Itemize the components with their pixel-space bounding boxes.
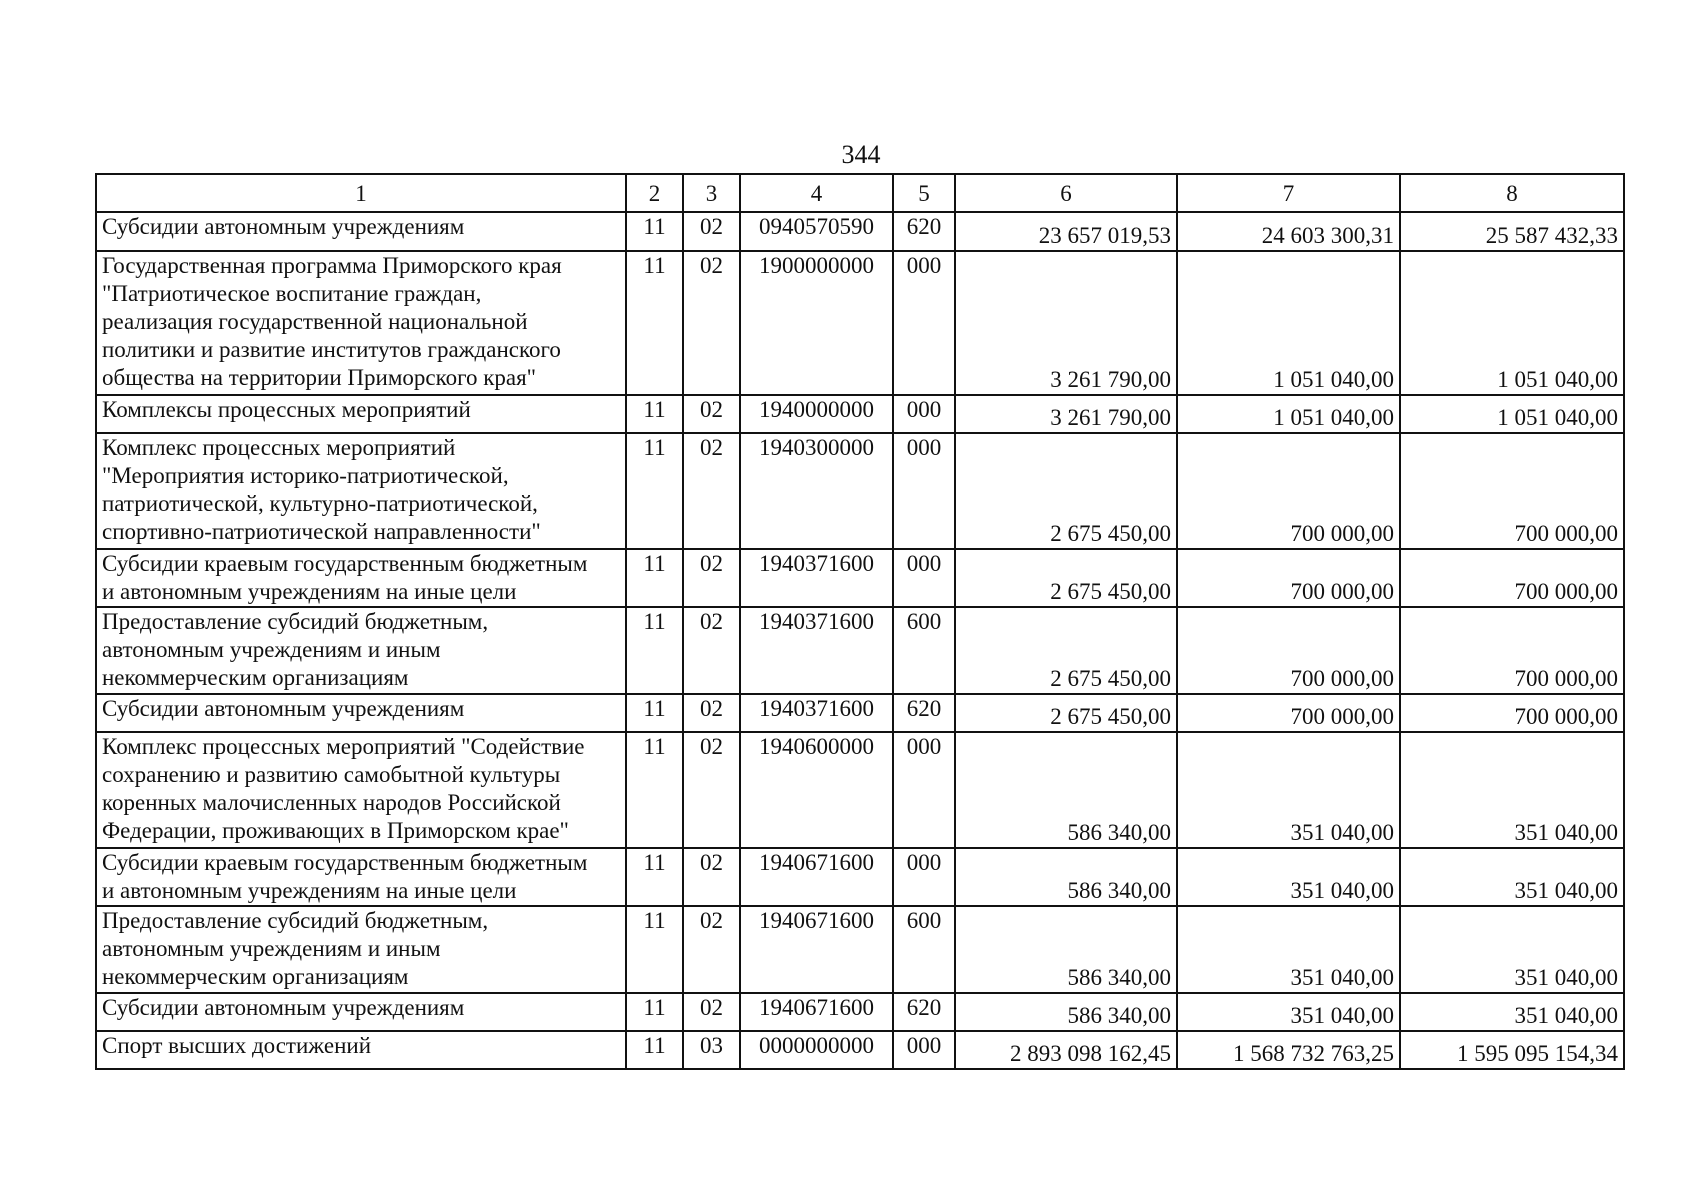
column-header: 1	[96, 174, 626, 212]
subsection-code: 02	[683, 906, 740, 993]
amount-year-1: 2 675 450,00	[955, 607, 1177, 694]
column-header: 4	[740, 174, 893, 212]
subsection-code: 02	[683, 433, 740, 549]
row-name: Предоставление субсидий бюджетным, автономным учреждениям и иным некоммерческим организациям	[96, 607, 626, 694]
subsection-code: 02	[683, 395, 740, 433]
section-code: 11	[626, 212, 683, 251]
row-name: Субсидии краевым государственным бюджетным и автономным учреждениям на иные цели	[96, 848, 626, 906]
table-row	[96, 251, 1624, 395]
amount-year-3: 1 051 040,00	[1400, 395, 1624, 433]
row-name: Комплекс процессных мероприятий "Содействие сохранению и развитию самобытной культуры коренных малочисленных народов Российской Федерации, проживающих в Приморском крае"	[96, 732, 626, 848]
row-name: Субсидии автономным учреждениям	[96, 212, 626, 251]
section-code: 11	[626, 1031, 683, 1069]
target-article-code: 1940671600	[740, 906, 893, 993]
column-header: 8	[1400, 174, 1624, 212]
column-header: 7	[1177, 174, 1400, 212]
expense-type-code: 000	[893, 395, 955, 433]
amount-year-1: 2 675 450,00	[955, 549, 1177, 607]
target-article-code: 1940671600	[740, 993, 893, 1031]
subsection-code: 02	[683, 549, 740, 607]
subsection-code: 02	[683, 607, 740, 694]
amount-year-1: 586 340,00	[955, 732, 1177, 848]
target-article-code: 1940300000	[740, 433, 893, 549]
table-row	[96, 694, 1624, 732]
amount-year-3: 1 595 095 154,34	[1400, 1031, 1624, 1069]
amount-year-1: 586 340,00	[955, 906, 1177, 993]
amount-year-2: 700 000,00	[1177, 549, 1400, 607]
row-name: Комплекс процессных мероприятий "Мероприятия историко-патриотической, патриотической, культурно-патриотической, спортивно-патриотической направленности"	[96, 433, 626, 549]
subsection-code: 03	[683, 1031, 740, 1069]
expense-type-code: 000	[893, 433, 955, 549]
amount-year-2: 351 040,00	[1177, 906, 1400, 993]
amount-year-3: 700 000,00	[1400, 607, 1624, 694]
amount-year-3: 700 000,00	[1400, 694, 1624, 732]
expense-type-code: 000	[893, 251, 955, 395]
table-row	[96, 848, 1624, 906]
expense-type-code: 000	[893, 732, 955, 848]
row-name: Предоставление субсидий бюджетным, автономным учреждениям и иным некоммерческим организациям	[96, 906, 626, 993]
subsection-code: 02	[683, 251, 740, 395]
section-code: 11	[626, 993, 683, 1031]
amount-year-1: 586 340,00	[955, 848, 1177, 906]
target-article-code: 1940600000	[740, 732, 893, 848]
amount-year-2: 351 040,00	[1177, 732, 1400, 848]
budget-table	[95, 173, 1625, 1070]
amount-year-3: 700 000,00	[1400, 433, 1624, 549]
expense-type-code: 600	[893, 906, 955, 993]
row-name: Спорт высших достижений	[96, 1031, 626, 1069]
table-row	[96, 906, 1624, 993]
section-code: 11	[626, 694, 683, 732]
section-code: 11	[626, 549, 683, 607]
target-article-code: 1940371600	[740, 607, 893, 694]
row-name: Государственная программа Приморского края "Патриотическое воспитание граждан, реализация государственной национальной политики и развитие институтов гражданского общества на территории Приморского края"	[96, 251, 626, 395]
column-header: 5	[893, 174, 955, 212]
target-article-code: 1940671600	[740, 848, 893, 906]
table-row	[96, 395, 1624, 433]
amount-year-1: 3 261 790,00	[955, 395, 1177, 433]
target-article-code: 1900000000	[740, 251, 893, 395]
subsection-code: 02	[683, 732, 740, 848]
target-article-code: 0000000000	[740, 1031, 893, 1069]
table-row	[96, 549, 1624, 607]
target-article-code: 1940371600	[740, 549, 893, 607]
subsection-code: 02	[683, 212, 740, 251]
amount-year-3: 351 040,00	[1400, 906, 1624, 993]
expense-type-code: 620	[893, 212, 955, 251]
amount-year-2: 700 000,00	[1177, 694, 1400, 732]
column-header: 2	[626, 174, 683, 212]
amount-year-2: 1 051 040,00	[1177, 251, 1400, 395]
row-name: Субсидии краевым государственным бюджетным и автономным учреждениям на иные цели	[96, 549, 626, 607]
column-header: 6	[955, 174, 1177, 212]
subsection-code: 02	[683, 694, 740, 732]
amount-year-1: 23 657 019,53	[955, 212, 1177, 251]
section-code: 11	[626, 732, 683, 848]
target-article-code: 1940000000	[740, 395, 893, 433]
section-code: 11	[626, 607, 683, 694]
table-row	[96, 212, 1624, 251]
table-row	[96, 1031, 1624, 1069]
row-name: Субсидии автономным учреждениям	[96, 694, 626, 732]
amount-year-2: 700 000,00	[1177, 607, 1400, 694]
amount-year-1: 586 340,00	[955, 993, 1177, 1031]
expense-type-code: 000	[893, 549, 955, 607]
amount-year-3: 351 040,00	[1400, 993, 1624, 1031]
row-name: Комплексы процессных мероприятий	[96, 395, 626, 433]
section-code: 11	[626, 848, 683, 906]
amount-year-3: 351 040,00	[1400, 732, 1624, 848]
page-number: 344	[841, 140, 881, 169]
expense-type-code: 600	[893, 607, 955, 694]
amount-year-1: 2 675 450,00	[955, 694, 1177, 732]
expense-type-code: 620	[893, 993, 955, 1031]
subsection-code: 02	[683, 993, 740, 1031]
target-article-code: 1940371600	[740, 694, 893, 732]
table-row	[96, 993, 1624, 1031]
section-code: 11	[626, 251, 683, 395]
target-article-code: 0940570590	[740, 212, 893, 251]
amount-year-2: 700 000,00	[1177, 433, 1400, 549]
amount-year-3: 1 051 040,00	[1400, 251, 1624, 395]
header-row	[96, 174, 1624, 212]
expense-type-code: 000	[893, 1031, 955, 1069]
amount-year-2: 1 568 732 763,25	[1177, 1031, 1400, 1069]
row-name: Субсидии автономным учреждениям	[96, 993, 626, 1031]
amount-year-2: 1 051 040,00	[1177, 395, 1400, 433]
amount-year-1: 2 675 450,00	[955, 433, 1177, 549]
amount-year-3: 700 000,00	[1400, 549, 1624, 607]
table-row	[96, 433, 1624, 549]
section-code: 11	[626, 395, 683, 433]
amount-year-3: 25 587 432,33	[1400, 212, 1624, 251]
amount-year-1: 2 893 098 162,45	[955, 1031, 1177, 1069]
subsection-code: 02	[683, 848, 740, 906]
column-header: 3	[683, 174, 740, 212]
amount-year-2: 351 040,00	[1177, 848, 1400, 906]
section-code: 11	[626, 906, 683, 993]
section-code: 11	[626, 433, 683, 549]
amount-year-2: 24 603 300,31	[1177, 212, 1400, 251]
amount-year-2: 351 040,00	[1177, 993, 1400, 1031]
table-row	[96, 607, 1624, 694]
expense-type-code: 000	[893, 848, 955, 906]
amount-year-1: 3 261 790,00	[955, 251, 1177, 395]
amount-year-3: 351 040,00	[1400, 848, 1624, 906]
table-row	[96, 732, 1624, 848]
expense-type-code: 620	[893, 694, 955, 732]
